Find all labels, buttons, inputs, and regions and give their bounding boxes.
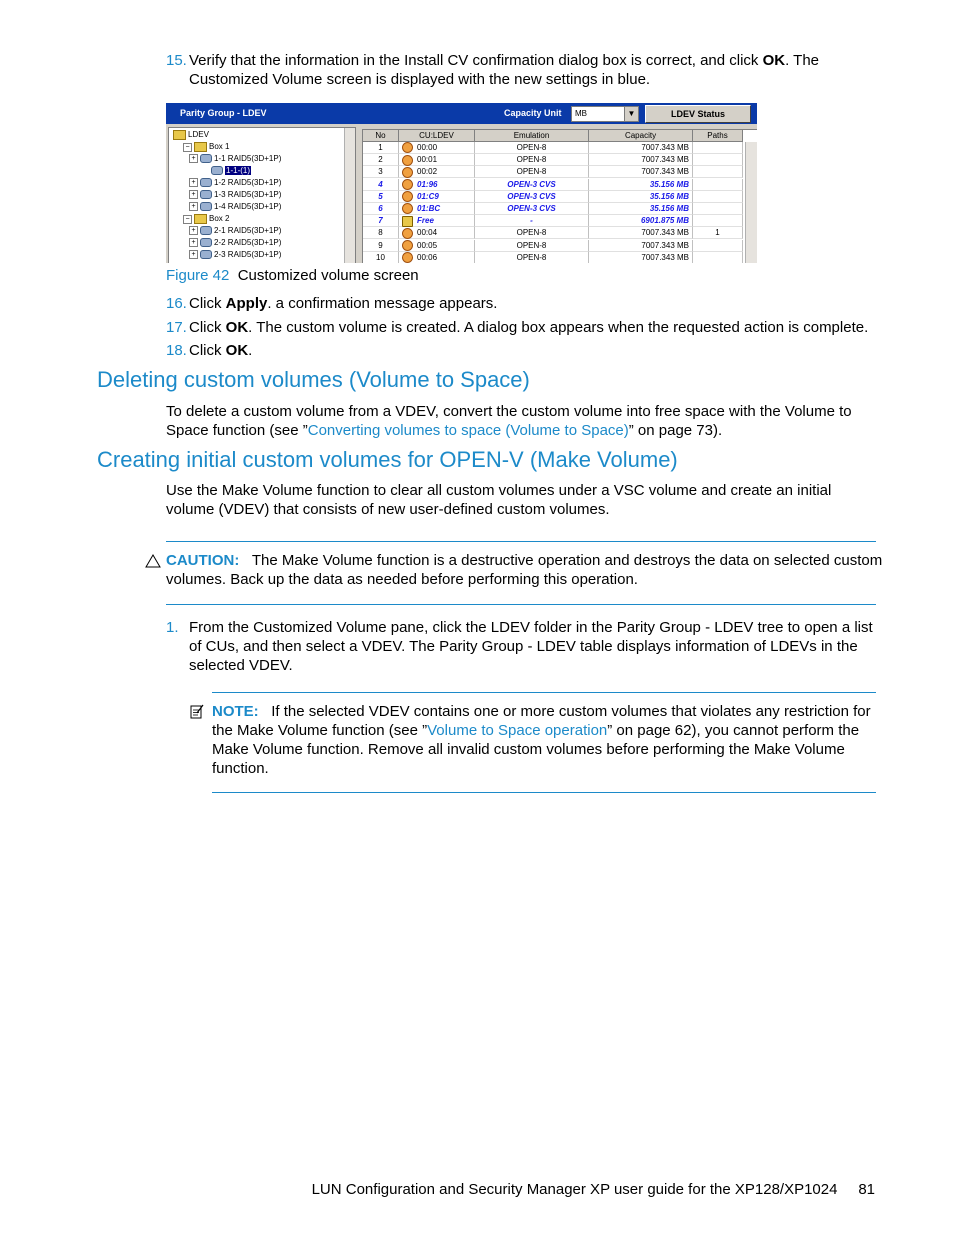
step-number: 18.	[166, 342, 187, 359]
ldev-status-button[interactable]: LDEV Status	[645, 105, 751, 123]
section-heading-deleting: Deleting custom volumes (Volume to Space)	[97, 367, 530, 392]
table-cell[interactable]: 00:01	[399, 154, 475, 166]
tree-item[interactable]	[189, 238, 281, 247]
figure-caption	[166, 266, 419, 285]
table-cell[interactable]: 6901.875 MB	[589, 215, 693, 227]
tree-item[interactable]	[189, 250, 281, 259]
chevron-down-icon[interactable]: ▼	[624, 107, 638, 121]
panel-header	[166, 103, 757, 124]
volume-icon	[200, 190, 212, 199]
table-cell[interactable]: 6	[363, 203, 399, 215]
note-line: function.	[212, 760, 269, 777]
table-cell[interactable]: 35.156 MB	[589, 203, 693, 215]
section1-paragraph	[166, 402, 852, 440]
volume-icon	[200, 238, 212, 247]
volume-icon	[200, 178, 212, 187]
table-cell[interactable]: OPEN-8	[475, 252, 589, 263]
step-text: Verify that the information in the Install CV confirmation dialog box is correct, and click OK. The	[189, 52, 820, 69]
expand-icon[interactable]: +	[189, 250, 198, 259]
tree-item-label: LDEV	[188, 130, 209, 140]
column-header[interactable]: Capacity	[589, 130, 693, 142]
customized-volume-screenshot	[166, 103, 757, 263]
volume-icon	[200, 202, 212, 211]
capacity-unit-label: Capacity Unit	[504, 108, 562, 118]
table-cell[interactable]: 00:04	[399, 227, 475, 239]
step-number: 15.	[166, 52, 187, 69]
table-cell[interactable]: 7007.343 MB	[589, 166, 693, 178]
tree-item[interactable]	[189, 202, 281, 211]
step-text: Click OK.	[189, 342, 253, 359]
collapse-icon[interactable]: −	[183, 215, 192, 224]
caution-icon	[145, 554, 161, 568]
table-cell[interactable]: 00:06	[399, 252, 475, 263]
free-space-icon	[402, 216, 413, 227]
table-cell[interactable]: 35.156 MB	[589, 191, 693, 203]
tree-item-label: 1-4 RAID5(3D+1P)	[214, 202, 282, 211]
tree-item[interactable]	[189, 154, 281, 163]
expand-icon[interactable]: +	[189, 226, 198, 235]
divider	[212, 792, 876, 793]
table-cell[interactable]	[693, 215, 743, 227]
note-line: the Make Volume function (see ”Volume to Space operation” on page 62), you cannot perform the	[212, 722, 860, 739]
ldev-table[interactable]	[362, 129, 757, 263]
tree-item[interactable]	[183, 142, 229, 152]
note-label: NOTE:	[212, 703, 259, 720]
section2-paragraph	[166, 481, 831, 519]
column-header[interactable]: Paths	[693, 130, 743, 142]
note-box	[212, 702, 871, 778]
link-volume-to-space-operation[interactable]: Volume to Space operation	[427, 722, 608, 739]
tree-item-label: 1-3 RAID5(3D+1P)	[214, 190, 282, 199]
ldev-icon	[402, 142, 413, 153]
folder-icon	[194, 142, 207, 152]
expand-icon[interactable]: +	[189, 190, 198, 199]
expand-icon[interactable]: +	[189, 202, 198, 211]
caution-line: volumes. Back up the data as needed before performing this operation.	[166, 571, 638, 588]
section-heading-creating: Creating initial custom volumes for OPEN-V (Make Volume)	[97, 447, 678, 472]
tree-item-label: Box 1	[209, 142, 230, 152]
table-cell[interactable]: 00:00	[399, 142, 475, 154]
ldev-icon	[402, 179, 413, 190]
column-header[interactable]: Emulation	[475, 130, 589, 142]
table-cell[interactable]: 01:BC	[399, 203, 475, 215]
table-cell[interactable]: 00:05	[399, 240, 475, 252]
table-cell[interactable]: 5	[363, 191, 399, 203]
tree-item-label: Box 2	[209, 214, 230, 224]
step-number: 17.	[166, 319, 187, 336]
note-icon	[190, 704, 204, 719]
paragraph-line: Space function (see ”Converting volumes to space (Volume to Space)” on page 73).	[166, 422, 723, 439]
collapse-icon[interactable]: −	[183, 143, 192, 152]
expand-icon[interactable]: +	[189, 178, 198, 187]
paragraph-line: To delete a custom volume from a VDEV, convert the custom volume into free space with the Volume to	[166, 403, 852, 420]
folder-icon	[173, 130, 186, 140]
table-cell[interactable]: OPEN-8	[475, 142, 589, 154]
step-text-line2: Customized Volume screen is displayed with the new settings in blue.	[189, 71, 651, 88]
table-cell[interactable]	[693, 142, 743, 154]
caution-label: CAUTION:	[166, 552, 240, 569]
footer-title: LUN Configuration and Security Manager XP user guide for the XP128/XP1024	[311, 1181, 838, 1198]
step-number: 16.	[166, 295, 187, 312]
ldev-icon	[402, 203, 413, 214]
volume-icon	[200, 250, 212, 259]
ldev-icon	[402, 155, 413, 166]
table-cell[interactable]: 7007.343 MB	[589, 240, 693, 252]
ldev-icon	[402, 240, 413, 251]
ldev-icon	[402, 191, 413, 202]
table-cell[interactable]	[693, 240, 743, 252]
volume-icon	[211, 166, 223, 175]
step-number: 1.	[166, 619, 179, 636]
table-cell[interactable]: 7007.343 MB	[589, 154, 693, 166]
divider	[212, 692, 876, 693]
table-cell[interactable]: 9	[363, 240, 399, 252]
tree-item[interactable]	[211, 166, 251, 175]
tree-item[interactable]	[189, 190, 281, 199]
table-cell[interactable]: OPEN-8	[475, 166, 589, 178]
table-cell[interactable]: 01:C9	[399, 191, 475, 203]
ldev-tree[interactable]	[168, 127, 356, 263]
table-cell[interactable]: 7	[363, 215, 399, 227]
table-cell[interactable]: 7007.343 MB	[589, 227, 693, 239]
tree-item[interactable]	[189, 226, 281, 235]
table-cell[interactable]: 10	[363, 252, 399, 263]
tree-item[interactable]	[189, 178, 281, 187]
table-cell[interactable]: 4	[363, 179, 399, 191]
tree-item-label: 1-2 RAID5(3D+1P)	[214, 178, 282, 187]
tree-item-label: 1-1-(1)	[226, 166, 251, 175]
table-cell[interactable]: 1	[693, 227, 743, 239]
column-header[interactable]: CU:LDEV	[399, 130, 475, 142]
table-cell[interactable]: 01:96	[399, 179, 475, 191]
volume-icon	[200, 226, 212, 235]
panel-title: Parity Group - LDEV	[180, 108, 267, 118]
divider	[166, 541, 876, 542]
note-line: Make Volume function. Remove all invalid custom volumes before performing the Make Volume	[212, 741, 845, 758]
table-cell[interactable]: OPEN-3 CVS	[475, 203, 589, 215]
ldev-icon	[402, 228, 413, 239]
capacity-unit-value: MB	[575, 109, 587, 118]
table-scrollbar[interactable]	[745, 142, 757, 263]
step-text-line3: selected VDEV.	[189, 657, 293, 674]
divider	[166, 604, 876, 605]
tree-scrollbar[interactable]	[344, 128, 355, 263]
caution-box	[166, 551, 882, 589]
ldev-icon	[402, 167, 413, 178]
expand-icon[interactable]: +	[189, 154, 198, 163]
tree-item-label: 1-1 RAID5(3D+1P)	[214, 154, 282, 163]
folder-icon	[194, 214, 207, 224]
table-cell[interactable]: -	[475, 215, 589, 227]
table-cell[interactable]	[693, 154, 743, 166]
table-cell[interactable]: 8	[363, 227, 399, 239]
volume-icon	[200, 154, 212, 163]
table-cell[interactable]: OPEN-3 CVS	[475, 191, 589, 203]
expand-icon[interactable]: +	[189, 238, 198, 247]
step-text: Click Apply. a confirmation message appears.	[189, 295, 498, 312]
tree-item-label: 2-1 RAID5(3D+1P)	[214, 226, 282, 235]
table-cell[interactable]: OPEN-3 CVS	[475, 179, 589, 191]
column-header[interactable]: No	[363, 130, 399, 142]
tree-item[interactable]	[173, 130, 209, 140]
table-cell[interactable]	[693, 191, 743, 203]
link-converting-volumes[interactable]: Converting volumes to space (Volume to Space)	[307, 422, 629, 439]
ldev-icon	[402, 252, 413, 263]
capacity-unit-select[interactable]	[571, 106, 639, 122]
table-cell[interactable]	[693, 252, 743, 263]
table-cell[interactable]: OPEN-8	[475, 227, 589, 239]
paragraph-line: volume (VDEV) that consists of new user-defined custom volumes.	[166, 501, 610, 518]
step-text-line2: of CUs, and then select a VDEV. The Parity Group - LDEV table displays information of LDEVs in the	[189, 638, 858, 655]
table-cell[interactable]	[693, 179, 743, 191]
step-text: From the Customized Volume pane, click the LDEV folder in the Parity Group - LDEV tree to open a list	[189, 619, 873, 636]
table-cell[interactable]: OPEN-8	[475, 240, 589, 252]
table-cell[interactable]: 7007.343 MB	[589, 252, 693, 263]
table-cell[interactable]: 7007.343 MB	[589, 142, 693, 154]
tree-item[interactable]	[183, 214, 229, 224]
page-number: 81	[858, 1181, 875, 1198]
note-line: NOTE: If the selected VDEV contains one or more custom volumes that violates any restriction for	[212, 703, 871, 720]
caution-line: CAUTION: The Make Volume function is a destructive operation and destroys the data on selected custom	[166, 552, 883, 569]
table-cell[interactable]	[693, 166, 743, 178]
table-cell[interactable]	[693, 203, 743, 215]
page-footer	[312, 1180, 875, 1199]
figure-caption-text: Customized volume screen	[237, 267, 419, 284]
paragraph-line: Use the Make Volume function to clear all custom volumes under a VSC volume and create an initial	[166, 482, 832, 499]
tree-item-label: 2-3 RAID5(3D+1P)	[214, 250, 282, 259]
table-cell[interactable]: 3	[363, 166, 399, 178]
table-cell[interactable]: 00:02	[399, 166, 475, 178]
table-cell[interactable]: OPEN-8	[475, 154, 589, 166]
table-cell[interactable]: Free	[399, 215, 475, 227]
table-cell[interactable]: 35.156 MB	[589, 179, 693, 191]
table-cell[interactable]: 2	[363, 154, 399, 166]
step-text: Click OK. The custom volume is created. A dialog box appears when the requested action is complete.	[189, 319, 869, 336]
figure-label: Figure 42	[166, 267, 230, 284]
tree-item-label: 2-2 RAID5(3D+1P)	[214, 238, 282, 247]
table-cell[interactable]: 1	[363, 142, 399, 154]
